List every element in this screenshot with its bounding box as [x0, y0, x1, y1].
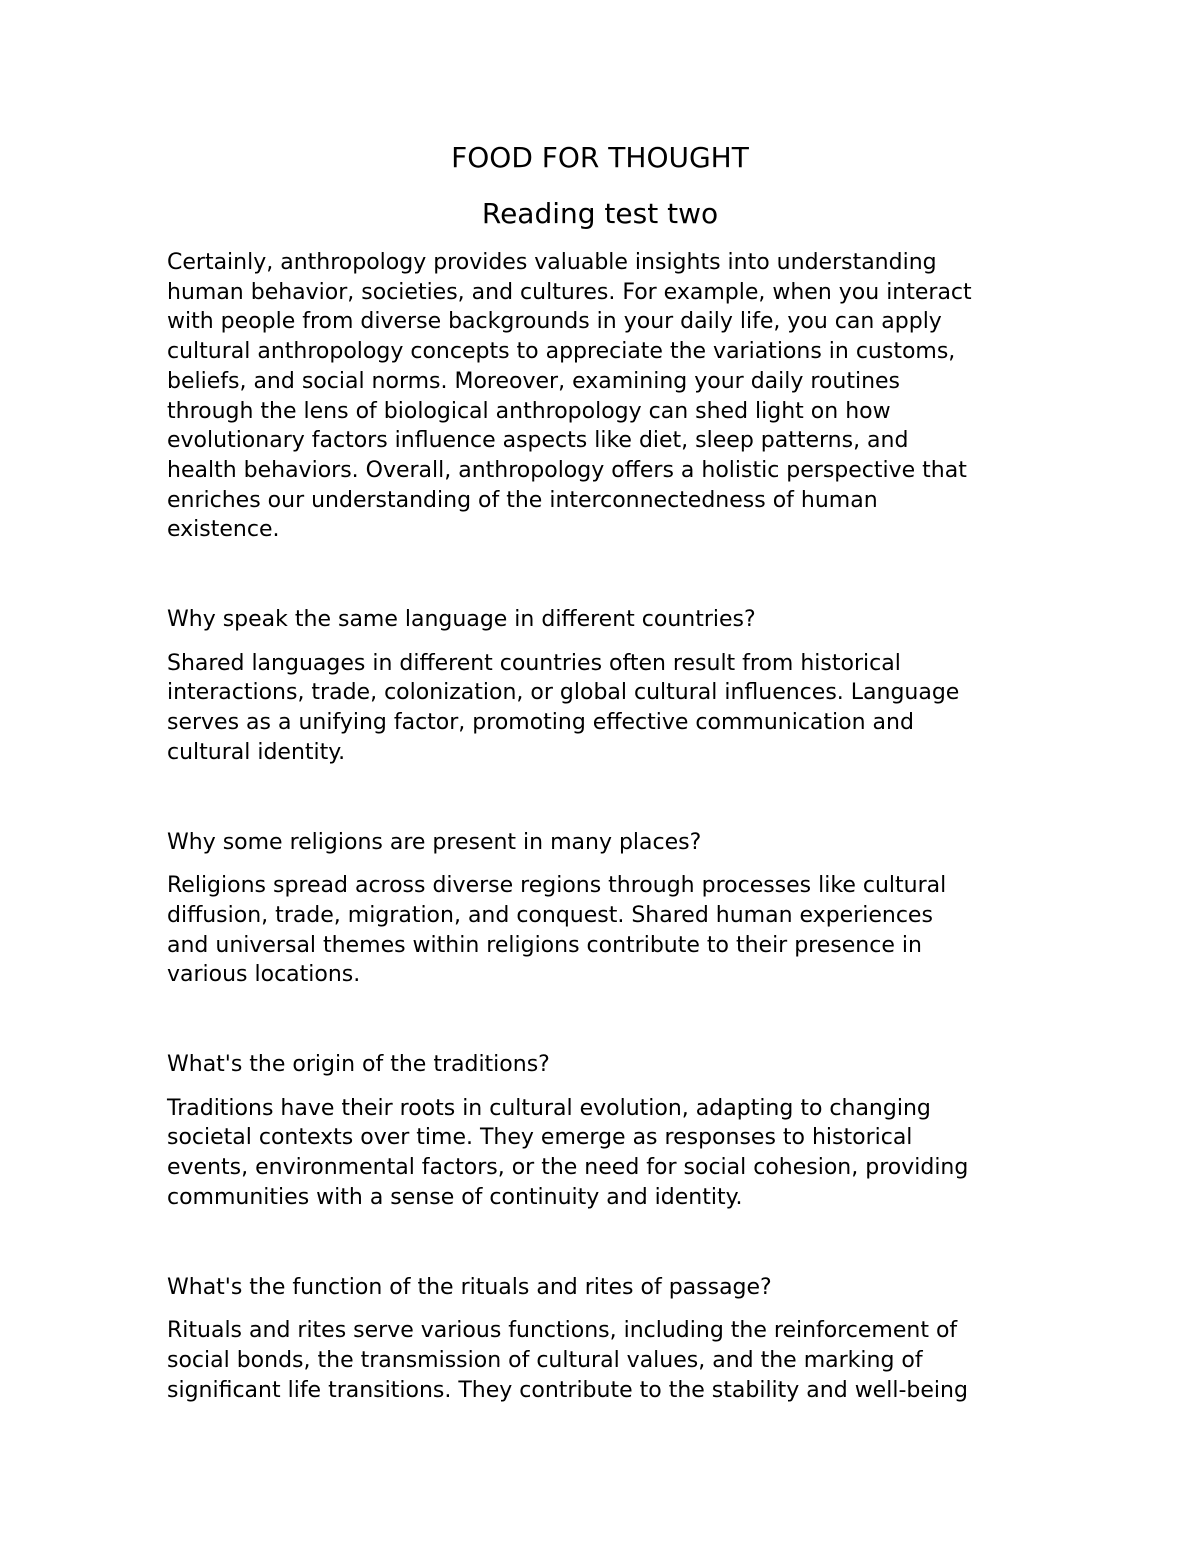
- answer-line: and universal themes within religions contribute to their presence in: [167, 932, 922, 958]
- section-traditions: [167, 1050, 1047, 1213]
- answer-line: various locations.: [167, 962, 361, 988]
- answer-line: societal contexts over time. They emerge as responses to historical: [167, 1125, 913, 1151]
- answer-line: interactions, trade, colonization, or global cultural influences. Language: [167, 680, 960, 706]
- answer-line: social bonds, the transmission of cultural values, and the marking of: [167, 1347, 923, 1373]
- intro-paragraph: [167, 248, 1047, 545]
- section-religions: [167, 828, 1047, 991]
- document-subtitle: Reading test two: [481, 197, 719, 230]
- intro-line: with people from diverse backgrounds in your daily life, you can apply: [167, 309, 942, 335]
- answer-line: serves as a unifying factor, promoting effective communication and: [167, 710, 914, 736]
- answer-line: Religions spread across diverse regions through processes like cultural: [167, 873, 947, 899]
- document-body: [167, 248, 1047, 1405]
- answer-line: Shared languages in different countries often result from historical: [167, 650, 901, 676]
- section-question: Why some religions are present in many places?: [167, 829, 702, 855]
- intro-line: cultural anthropology concepts to appreciate the variations in customs,: [167, 339, 956, 365]
- section-question: Why speak the same language in different countries?: [167, 607, 756, 633]
- answer-line: communities with a sense of continuity and identity.: [167, 1184, 743, 1210]
- section-language: [167, 605, 1047, 768]
- intro-line: health behaviors. Overall, anthropology offers a holistic perspective that: [167, 457, 967, 483]
- intro-line: enriches our understanding of the interconnectedness of human: [167, 487, 878, 513]
- intro-line: human behavior, societies, and cultures. For example, when you interact: [167, 279, 972, 305]
- intro-line: evolutionary factors influence aspects like diet, sleep patterns, and: [167, 428, 909, 454]
- answer-line: Traditions have their roots in cultural evolution, adapting to changing: [167, 1095, 931, 1121]
- intro-line: beliefs, and social norms. Moreover, examining your daily routines: [167, 368, 901, 394]
- document-title: FOOD FOR THOUGHT: [451, 141, 749, 174]
- intro-line: existence.: [167, 517, 280, 543]
- section-question: What's the function of the rituals and rites of passage?: [167, 1274, 772, 1300]
- answer-line: Rituals and rites serve various functions, including the reinforcement of: [167, 1318, 958, 1344]
- section-rituals: [167, 1273, 1047, 1406]
- answer-line: cultural identity.: [167, 739, 346, 765]
- intro-line: Certainly, anthropology provides valuable insights into understanding: [167, 250, 937, 275]
- answer-line: significant life transitions. They contribute to the stability and well-being: [167, 1377, 968, 1403]
- intro-line: through the lens of biological anthropology can shed light on how: [167, 398, 891, 424]
- answer-line: diffusion, trade, migration, and conquest. Shared human experiences: [167, 902, 933, 928]
- answer-line: events, environmental factors, or the need for social cohesion, providing: [167, 1155, 969, 1181]
- section-question: What's the origin of the traditions?: [167, 1052, 550, 1078]
